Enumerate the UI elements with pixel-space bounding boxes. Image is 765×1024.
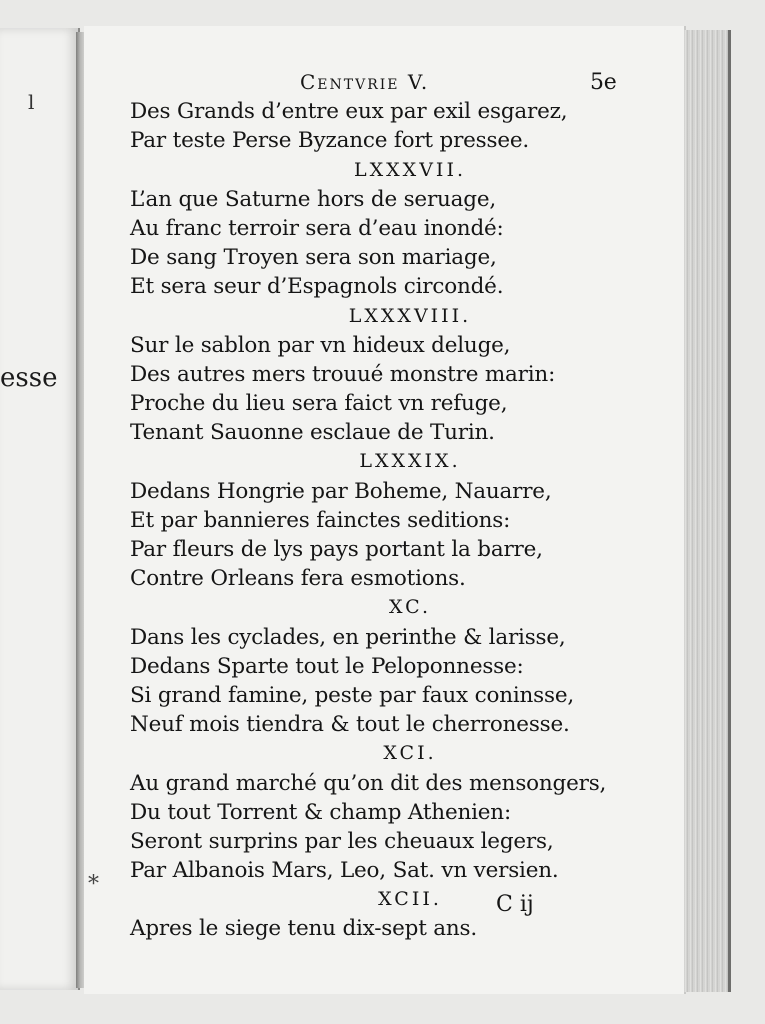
verse-line: Par fleurs de lys pays portant la barre,	[130, 537, 543, 562]
quatrain-number: LXXXVII.	[354, 158, 466, 181]
running-title: Centvrie V.	[300, 70, 430, 94]
left-page-mark: l	[28, 90, 35, 114]
verse-line: Dedans Sparte tout le Peloponnesse:	[130, 653, 524, 679]
verse-line: Si grand famine, peste par faux coninsse,	[130, 682, 574, 708]
quatrain-number: LXXXIX.	[359, 450, 461, 473]
verse-line: De sang Troyen sera son mariage,	[130, 245, 497, 271]
verse-line: Au grand marché qu’on dit des mensongers,	[130, 770, 607, 796]
folio-number: 5e	[590, 70, 617, 95]
margin-mark: *	[88, 872, 99, 897]
quatrain-number: LXXXVIII.	[348, 304, 472, 327]
verse-line: Dans les cyclades, en perinthe & larisse,	[130, 624, 566, 650]
verse-text-block	[130, 68, 690, 944]
quatrain-number: XCI.	[383, 742, 437, 765]
verse-line: Apres le siege tenu dix-sept ans.	[130, 916, 478, 942]
verse-line: Sur le sablon par vn hideux deluge,	[130, 332, 511, 358]
verse-line: Seront surprins par les cheuaux legers,	[130, 828, 554, 854]
page-header	[130, 68, 690, 97]
verse-line: Et par bannieres fainctes seditions:	[130, 507, 511, 533]
verse-line: Contre Orleans fera esmotions.	[130, 566, 466, 592]
verse-line: Proche du lieu sera faict vn refuge,	[130, 391, 508, 417]
left-page-text-fragment: esse	[0, 363, 58, 393]
verse-line: Par Albanois Mars, Leo, Sat. vn versien.	[130, 858, 559, 884]
quatrain-number: XCII.	[378, 888, 442, 911]
verse-line: Tenant Sauonne esclaue de Turin.	[130, 420, 495, 446]
signature-mark: C ij	[496, 892, 534, 917]
quatrain-number: XC.	[388, 596, 432, 619]
verse-line: Et sera seur d’Espagnols circondé.	[130, 274, 504, 300]
verse-line: Des Grands d’entre eux par exil esgarez,	[130, 99, 568, 125]
verse-line: Dedans Hongrie par Boheme, Nauarre,	[130, 478, 552, 504]
page-edges	[684, 30, 731, 992]
verse-line: Neuf mois tiendra & tout le cherronesse.	[130, 712, 570, 738]
verse-line: Par teste Perse Byzance fort pressee.	[130, 128, 530, 154]
left-facing-page	[0, 28, 80, 990]
verse-line: Du tout Torrent & champ Athenien:	[130, 799, 511, 825]
verse-lines	[130, 97, 690, 943]
verse-line: Au franc terroir sera d’eau inondé:	[130, 215, 504, 241]
verse-line: Des autres mers trouué monstre marin:	[130, 361, 556, 387]
verse-line: L’an que Saturne hors de seruage,	[130, 186, 497, 212]
